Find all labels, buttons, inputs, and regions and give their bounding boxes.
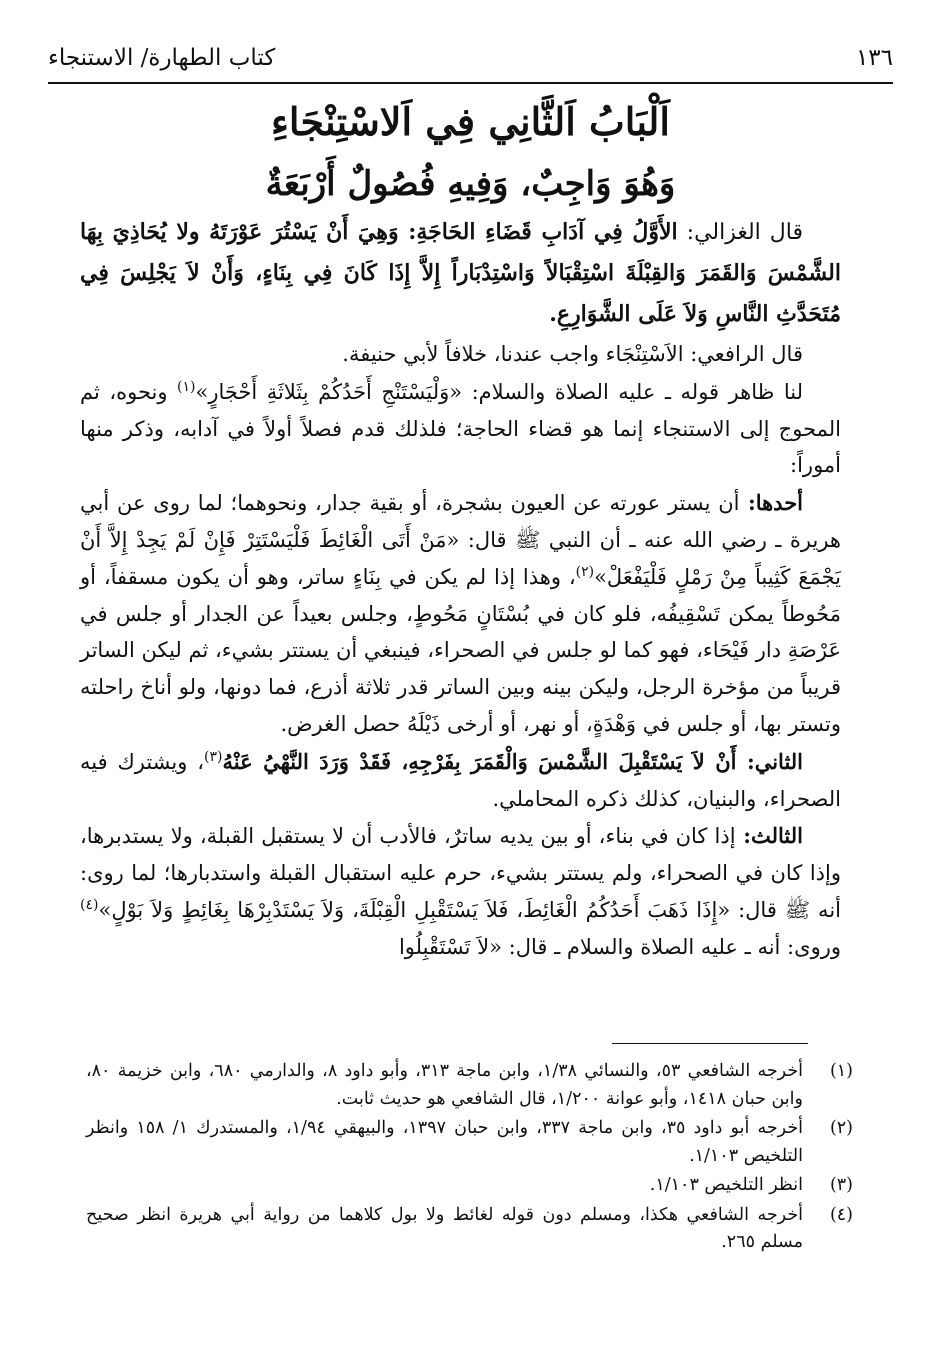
page-number: ١٣٦	[855, 45, 893, 71]
footnote-1	[86, 1058, 853, 1113]
chapter-title: اَلْبَابُ اَلثَّانِي فِي اَلاسْتِنْجَاءِ	[271, 99, 670, 144]
footnote-text: أخرجه أبو داود ٣٥، وابن ماجة ٣٣٧، وابن حبان ١٣٩٧، والبيهقي ١/٩٤، والمستدرك ١/ ١٥٨ وانظر التلخيص ١/١٠٣.	[86, 1118, 803, 1166]
section-title: كتاب الطهارة/ الاستنجاء	[48, 45, 276, 71]
chapter-subtitle: وَهُوَ وَاجِبٌ، وَفِيهِ فُصُولٌ أَرْبَعَةٌ	[265, 164, 676, 204]
paragraph-evidence	[80, 374, 841, 484]
footnote-number: (٣)	[829, 1175, 853, 1195]
bold-text: الأَوَّلُ فِي آدَابِ قَضَاءِ الحَاجَةِ: وَهِيَ أَنْ يَسْتُرَ عَوْرَتَهُ ولا يُحَاذِيَ بِهَا الشَّمْسَ وَالقَمَرَ وَالقِبْلَةَ اسْتِقْبَالاً وَاسْتِدْبَاراً إِلاَّ إِذَا كَانَ فِي بِنَاءٍ، وَأَنْ لاَ يَجْلِسَ فِي مُتَحَدَّثِ النَّاسِ وَلاَ عَلَى الشَّوَارِعِ.	[80, 219, 841, 327]
footnote-number: (١)	[829, 1061, 853, 1081]
footnote-ref[interactable]: (٣)	[204, 748, 223, 765]
intro-text: قال الغزالي:	[677, 220, 803, 245]
footnote-number: (٢)	[829, 1118, 853, 1138]
footnotes	[86, 1058, 853, 1259]
paragraph-third	[80, 818, 841, 965]
paragraph-first	[80, 485, 841, 743]
text-segment: ، وهذا إذا لم يكن في بِنَاءٍ ساتر، وهو أن يكون مسقفاً، أو مَحُوطاً يمكن تَسْقِيفُه، فلو كان في بُسْتَانٍ مَحُوطٍ، وجلس بعيداً عن الجدار أو جلس في عَرْصَةِ دار فَيْحَاء، فهو كما لو جلس في الصحراء، فينبغي أن يستتر بشيء، ثم ليكن الساتر قريباً من مؤخرة الرجل، وليكن بينه وبين الساتر قدر ثلاثة أذرع، فما دونها، ولو أناخ راحلته وتستر بها، أو جلس في وَهْدَةٍ، أو نهر، أو أرخى ذَيْلَهُ حصل الغرض.	[80, 564, 841, 736]
footnote-2	[86, 1115, 853, 1170]
footnote-rule	[612, 1043, 808, 1044]
paragraph-rafii: قال الرافعي: الاَسْتِنْجَاء واجب عندنا، خلافاً لأبي حنيفة.	[342, 342, 803, 366]
footnote-4	[86, 1202, 853, 1257]
footnote-3	[86, 1172, 853, 1200]
text-segment: ، ويشترك فيه الصحراء، والبنيان، كذلك ذكره المحاملي.	[80, 749, 841, 811]
footnote-text: انظر التلخيص ١/١٠٣.	[649, 1175, 803, 1195]
footnote-ref[interactable]: (١)	[177, 378, 196, 395]
footnote-text: أخرجه الشافعي هكذا، ومسلم دون قوله لغائط ولا بول كلاهما من رواية أبي هريرة انظر صحيح مسلم ٢٦٥.	[86, 1204, 803, 1252]
text-segment: وروى: أنه ـ عليه الصلاة والسلام ـ قال: «لاَ تَسْتَقْبِلُوا	[398, 934, 841, 959]
footnote-ref[interactable]: (٤)	[80, 896, 99, 913]
body-text	[80, 212, 841, 967]
lead-word: الثالث:	[735, 823, 803, 849]
lead-word: الثاني:	[736, 748, 804, 774]
header-rule	[48, 82, 893, 84]
bold-text: أَنْ لاَ يَسْتَقْبِلَ الشَّمْسَ وَالْقَمَرَ بِفَرْجِهِ، فَقَدْ وَرَدَ النَّهْيُ عَنْهُ	[222, 748, 737, 774]
footnote-text: أخرجه الشافعي ٥٣، والنسائي ١/٣٨، وابن ماجة ٣١٣، وأبو داود ٨، والدارمي ٦٨٠، وابن خزيمة ٨٠، وابن حبان ١٤١٨، وأبو عوانة ١/٢٠٠، قال الشافعي هو حديث ثابت.	[86, 1061, 803, 1109]
text-segment: لنا ظاهر قوله ـ عليه الصلاة والسلام: «وَلْيَسْتَنْجِ أَحَدُكُمْ بِثَلاثَةِ أَحْجَارٍ»	[195, 379, 804, 404]
paragraph-second	[80, 744, 841, 818]
paragraph-ghazali	[80, 212, 841, 335]
footnote-number: (٤)	[829, 1204, 853, 1225]
running-head	[48, 38, 893, 78]
text-segment: ونحوه، ثم المحوج إلى الاستنجاء إنما هو قضاء الحاجة؛ فلذلك قدم فصلاً أولاً في آدابه، وذكر منها أموراً:	[80, 379, 841, 478]
lead-word: أحدها:	[739, 490, 804, 516]
text-segment: أن يستر عورته عن العيون بشجرة، أو بقية جدار، ونحوهما؛ لما روى عن أبي هريرة ـ رضي الله عنه ـ أن النبي ﷺ قال: «مَنْ أَتَى الْغَائِطَ فَلْيَسْتَتِرْ فَإِنْ لَمْ يَجِدْ إِلاَّ أَنْ يَجْمَعَ كَثِيباً مِنْ رَمْلٍ فَلْيَفْعَلْ»	[80, 491, 842, 589]
footnote-ref[interactable]: (٢)	[575, 563, 595, 580]
text-segment: إذا كان في بناء، أو بين يديه ساترٌ، فالأدب أن لا يستقبل القبلة، ولا يستدبرها، وإذا كان في الصحراء، ولم يستتر بشيء، حرم عليه استقبال القبلة واستدبارها؛ لما روى: أنه ﷺ قال: «إِذَا ذَهَبَ أَحَدُكُمُ الْغَائِطَ، فَلاَ يَسْتَقْبِلِ الْقِبْلَةَ، وَلاَ يَسْتَدْبِرْهَا بِغَائِطٍ وَلاَ بَوْلٍ»	[80, 824, 841, 922]
